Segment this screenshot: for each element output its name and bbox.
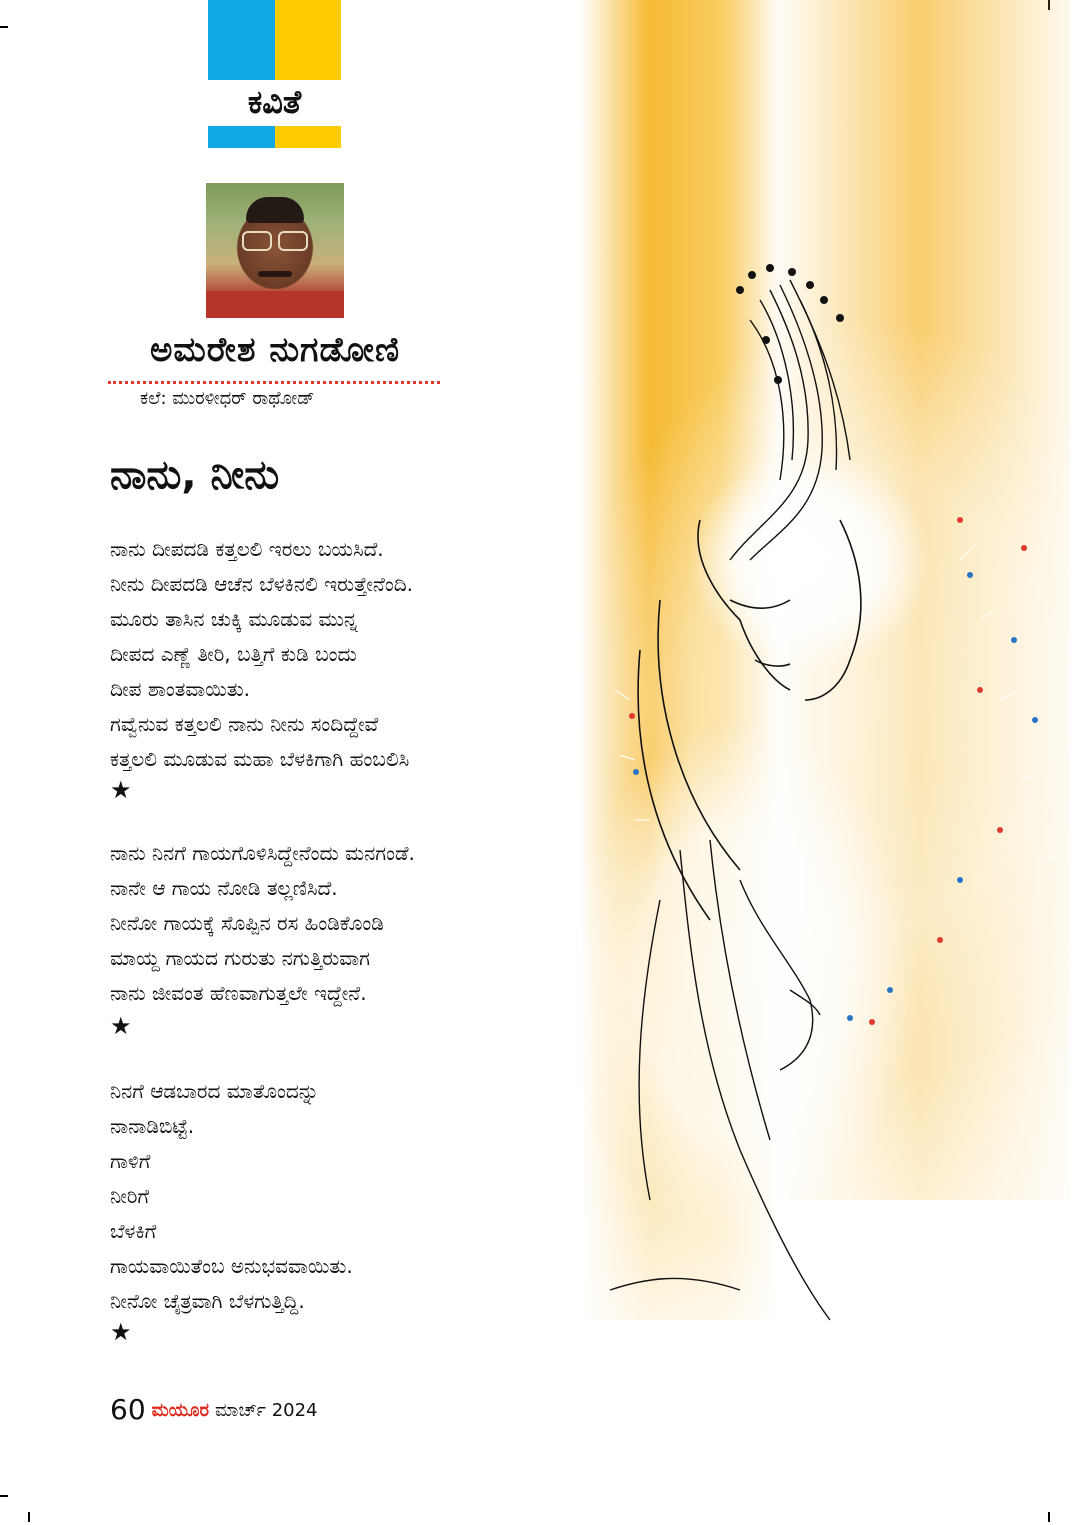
crop-mark [0,26,8,28]
page-number: 60 [110,1393,146,1426]
stanza-2 [110,836,580,1011]
poem-line: ನೀನೋ ಗಾಯಕ್ಕೆ ಸೊಪ್ಪಿನ ರಸ ಹಿಂಡಿಕೊಂಡಿ [110,911,384,935]
poem-line: ದೀಪ ಶಾಂತವಾಯಿತು. [110,677,251,701]
stanza-3 [110,1074,580,1319]
tag-yellow-bar [275,126,341,148]
author-name: ಅಮರೇಶ ನುಗಡೋಣಿ [149,330,401,370]
star-separator: ★ [110,776,132,804]
star-separator: ★ [110,1012,132,1040]
section-label: ಕವಿತೆ [247,83,302,121]
poem-line: ನೀರಿಗೆ [110,1184,150,1208]
poem-line: ನೀನೋ ಚೈತ್ರವಾಗಿ ಬೆಳಗುತ್ತಿದ್ದಿ. [110,1289,305,1313]
poem-title: ನಾನು, ನೀನು [110,452,280,498]
poem-line: ನಾನು ನಿನಗೆ ಗಾಯಗೊಳಿಸಿದ್ದೇನೆಂದು ಮನಗಂಡೆ. [110,841,415,865]
magazine-logo: ಮಯೂರ [151,1400,210,1421]
tag-yellow-block [275,0,341,80]
poem-line: ಗವ್ವೆನುವ ಕತ್ತಲಲಿ ನಾನು ನೀನು ಸಂದಿದ್ದೇವೆ [110,712,379,736]
illustration [540,0,1072,1400]
poem-line: ನಾನೇ ಆ ಗಾಯ ನೋಡಿ ತಲ್ಲಣಿಸಿದೆ. [110,876,338,900]
stanza-1 [110,532,580,777]
poem-line: ಕತ್ತಲಲಿ ಮೂಡುವ ಮಹಾ ಬೆಳಕಿಗಾಗಿ ಹಂಬಲಿಸಿ [110,747,410,771]
poem-line: ಮಾಯ್ದ ಗಾಯದ ಗುರುತು ನಗುತ್ತಿರುವಾಗ [110,946,370,970]
poem-line: ಗಾಳಿಗೆ [110,1149,151,1173]
section-tag [208,0,341,150]
poem-line: ನಾನು ದೀಪದಡಿ ಕತ್ತಲಲಿ ಇರಲು ಬಯಸಿದೆ. [110,537,384,561]
poem-line: ನೀನು ದೀಪದಡಿ ಆಚೆನ ಬೆಳಕಿನಲಿ ಇರುತ್ತೇನೆಂದಿ. [110,572,413,596]
poem-line: ನಾನು ಜೀವಂತ ಹೆಣವಾಗುತ್ತಲೇ ಇದ್ದೇನೆ. [110,981,367,1005]
tag-blue-block [208,0,275,80]
issue-date: ಮಾರ್ಚ್ 2024 [215,1400,318,1421]
author-photo [206,183,344,318]
tag-blue-bar [208,126,275,148]
dotted-divider [108,381,440,384]
crop-mark [1048,1512,1050,1522]
art-credit: ಕಲೆ: ಮುರಳೀಧರ್ ರಾಥೋಡ್ [140,388,315,409]
crop-mark [28,1512,30,1522]
poem-line: ಬೆಳಕಿಗೆ [110,1219,157,1243]
page-footer [110,1393,318,1426]
poem-line: ಗಾಯವಾಯಿತೆಂಬ ಅನುಭವವಾಯಿತು. [110,1254,353,1278]
star-separator: ★ [110,1318,132,1346]
poem-line: ನಿನಗೆ ಆಡಬಾರದ ಮಾತೊಂದನ್ನು [110,1079,319,1103]
poem-line: ಮೂರು ತಾಸಿನ ಚುಕ್ಕಿ ಮೂಡುವ ಮುನ್ನ [110,607,358,631]
crop-mark [0,1495,8,1497]
poem-line: ನಾನಾಡಿಬಿಟ್ಟೆ. [110,1114,195,1138]
poem-line: ದೀಪದ ಎಣ್ಣೆ ತೀರಿ, ಬತ್ತಿಗೆ ಕುಡಿ ಬಂದು [110,642,357,666]
